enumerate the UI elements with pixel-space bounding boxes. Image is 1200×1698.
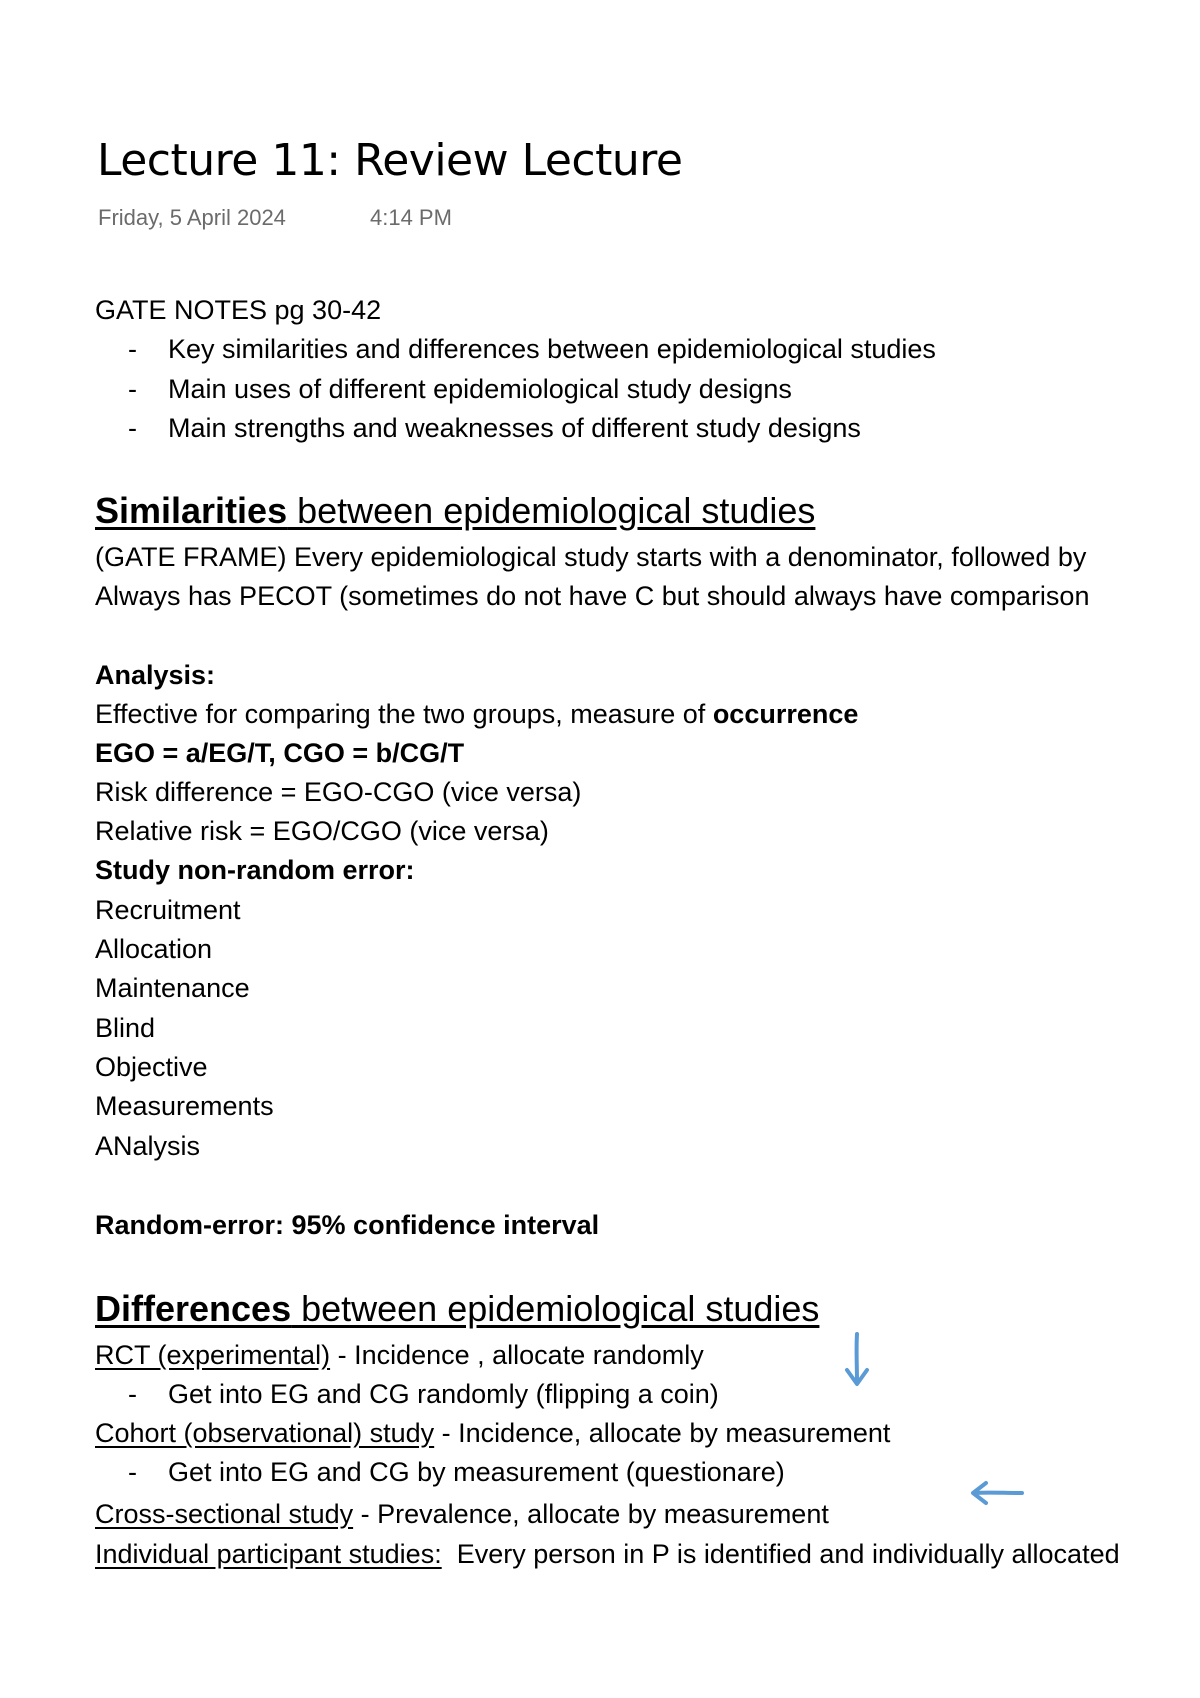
similarities-heading: Similarities between epidemiological studies <box>95 490 816 531</box>
error-item: Objective <box>95 1052 208 1082</box>
error-item: ANalysis <box>95 1131 201 1161</box>
bullet-text: Get into EG and CG by measurement (questionare) <box>168 1457 785 1487</box>
individual-participant-line: Individual participant studies: Every person in P is identified and individually allocated <box>95 1539 1120 1569</box>
bullet-text: Get into EG and CG randomly (flipping a coin) <box>168 1379 719 1409</box>
bullet-item: - Main uses of different epidemiological study designs <box>128 374 792 404</box>
bullet-item: - Get into EG and CG randomly (flipping a coin) <box>128 1379 719 1409</box>
left-arrow-icon <box>968 1478 1028 1508</box>
down-arrow-icon <box>840 1330 874 1390</box>
pecot-line: Always has PECOT (sometimes do not have C but should always have comparison <box>95 581 1090 611</box>
relative-risk-line: Relative risk = EGO/CGO (vice versa) <box>95 816 549 846</box>
gate-frame-line: (GATE FRAME) Every epidemiological study starts with a denominator, followed by <box>95 542 1087 572</box>
cohort-line: Cohort (observational) study - Incidence, allocate by measurement <box>95 1418 891 1448</box>
page-title: Lecture 11: Review Lecture <box>97 135 683 186</box>
formula-line: EGO = a/EG/T, CGO = b/CG/T <box>95 738 465 768</box>
note-date: Friday, 5 April 2024 <box>98 205 286 230</box>
bullet-item: - Get into EG and CG by measurement (questionare) <box>128 1457 785 1487</box>
bullet-text: Key similarities and differences between epidemiological studies <box>168 334 936 364</box>
analysis-label: Analysis: <box>95 660 216 690</box>
rct-line: RCT (experimental) - Incidence , allocate randomly <box>95 1340 704 1370</box>
random-error-line: Random-error: 95% confidence interval <box>95 1210 600 1240</box>
bullet-item: - Main strengths and weaknesses of different study designs <box>128 413 861 443</box>
bullet-text: Main uses of different epidemiological study designs <box>168 374 792 404</box>
error-item: Allocation <box>95 934 213 964</box>
bullet-text: Main strengths and weaknesses of different study designs <box>168 413 861 443</box>
note-time: 4:14 PM <box>370 205 452 230</box>
differences-heading: Differences between epidemiological studies <box>95 1288 820 1329</box>
error-item: Blind <box>95 1013 156 1043</box>
risk-difference-line: Risk difference = EGO-CGO (vice versa) <box>95 777 582 807</box>
error-item: Recruitment <box>95 895 241 925</box>
analysis-text: Effective for comparing the two groups, measure of occurrence <box>95 699 859 729</box>
gate-notes-heading: GATE NOTES pg 30-42 <box>95 295 382 325</box>
error-item: Maintenance <box>95 973 250 1003</box>
cross-sectional-line: Cross-sectional study - Prevalence, allocate by measurement <box>95 1499 829 1529</box>
nonrandom-error-label: Study non-random error: <box>95 855 415 885</box>
error-item: Measurements <box>95 1091 274 1121</box>
bullet-item: - Key similarities and differences between epidemiological studies <box>128 334 936 364</box>
